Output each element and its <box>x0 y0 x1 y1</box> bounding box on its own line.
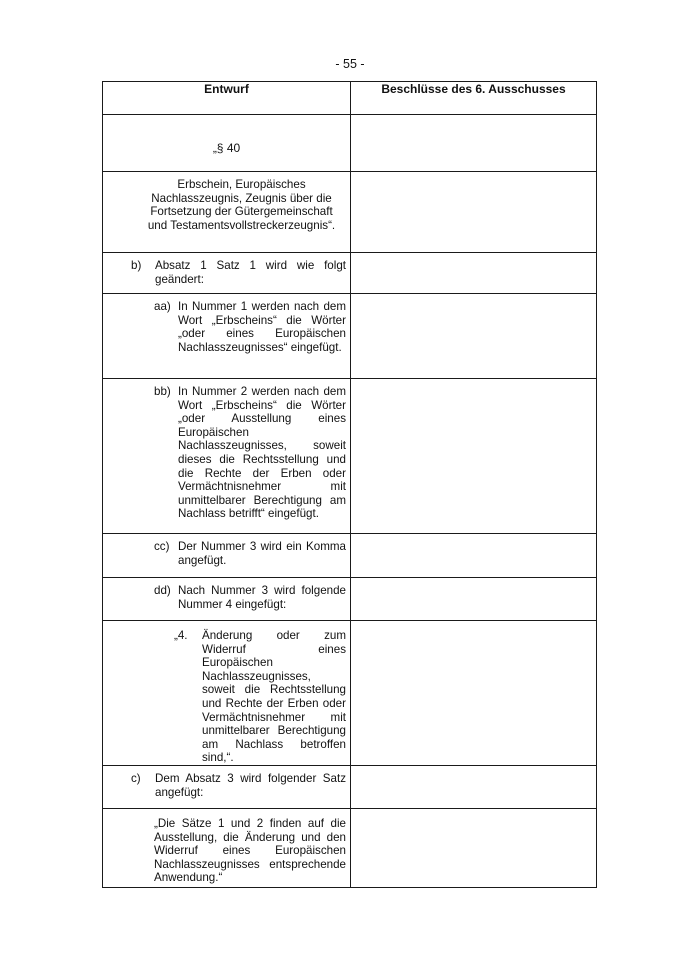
empty-cell <box>351 379 597 534</box>
item-label: c) <box>131 772 141 785</box>
comparison-table <box>102 81 597 888</box>
table-row <box>103 294 597 379</box>
item-text: Der Nummer 3 wird ein Komma angefügt. <box>178 540 346 567</box>
list-item <box>103 578 350 611</box>
table-row <box>103 253 597 294</box>
paragraph-title: „§ 40 <box>212 141 241 155</box>
item-label: b) <box>131 259 142 272</box>
table-row <box>103 621 597 766</box>
empty-cell <box>351 253 597 294</box>
column-header-entwurf: Entwurf <box>103 82 351 115</box>
empty-cell <box>351 534 597 578</box>
item-text: In Nummer 2 werden nach dem Wort „Erbscheins“ die Wörter „oder Ausstellung eines Europäischen Nachlasszeugnisses, soweit dieses die Rechtsstellung und die Rechte der Erben oder Vermächtnisnehmer mit unmittelbarer Berechtigung am Nachlass betrifft“ eingefügt. <box>178 385 346 521</box>
table-header-row <box>103 82 597 115</box>
quoted-sentence: „Die Sätze 1 und 2 finden auf die Ausstellung, die Änderung und den Widerruf eines Europäischen Nachlasszeugnisses entsprechende Anwendung.“ <box>154 817 346 885</box>
list-item <box>103 294 350 354</box>
empty-cell <box>351 766 597 809</box>
item-label: dd) <box>154 584 171 597</box>
list-item <box>103 766 350 799</box>
table-row <box>103 379 597 534</box>
item-label: aa) <box>154 300 171 313</box>
table-row <box>103 115 597 172</box>
empty-cell <box>351 115 597 172</box>
item-text: Nach Nummer 3 wird folgende Nummer 4 eingefügt: <box>178 584 346 611</box>
empty-cell <box>351 294 597 379</box>
empty-cell <box>351 621 597 766</box>
table-row <box>103 809 597 888</box>
table-row <box>103 578 597 621</box>
page-number: - 55 - <box>335 57 365 71</box>
list-item <box>103 253 350 286</box>
column-header-beschluesse: Beschlüsse des 6. Ausschusses <box>351 82 597 115</box>
table-row <box>103 534 597 578</box>
item-text: In Nummer 1 werden nach dem Wort „Erbscheins“ die Wörter „oder eines Europäischen Nachlasszeugnisses“ eingefügt. <box>178 300 346 354</box>
item-text: Absatz 1 Satz 1 wird wie folgt geändert: <box>155 259 346 286</box>
table-row <box>103 766 597 809</box>
empty-cell <box>351 809 597 888</box>
paragraph-heading: Erbschein, Europäisches Nachlasszeugnis, Zeugnis über die Fortsetzung der Gütergemeinschaft und Testamentsvollstreckerzeugnis“. <box>147 178 336 232</box>
item-label: „4. <box>174 629 188 642</box>
list-item <box>103 621 350 765</box>
table-row <box>103 172 597 253</box>
item-label: bb) <box>154 385 171 398</box>
item-text: Änderung oder zum Widerruf eines Europäischen Nachlasszeugnisses, soweit die Rechtsstellung und Rechte der Erben oder Vermächtnisnehmer mit unmittelbarer Berechtigung am Nachlass betroffen sind,“. <box>202 629 346 765</box>
list-item <box>103 534 350 567</box>
empty-cell <box>351 578 597 621</box>
item-label: cc) <box>154 540 170 553</box>
list-item <box>103 379 350 521</box>
item-text: Dem Absatz 3 wird folgender Satz angefügt: <box>155 772 346 799</box>
empty-cell <box>351 172 597 253</box>
